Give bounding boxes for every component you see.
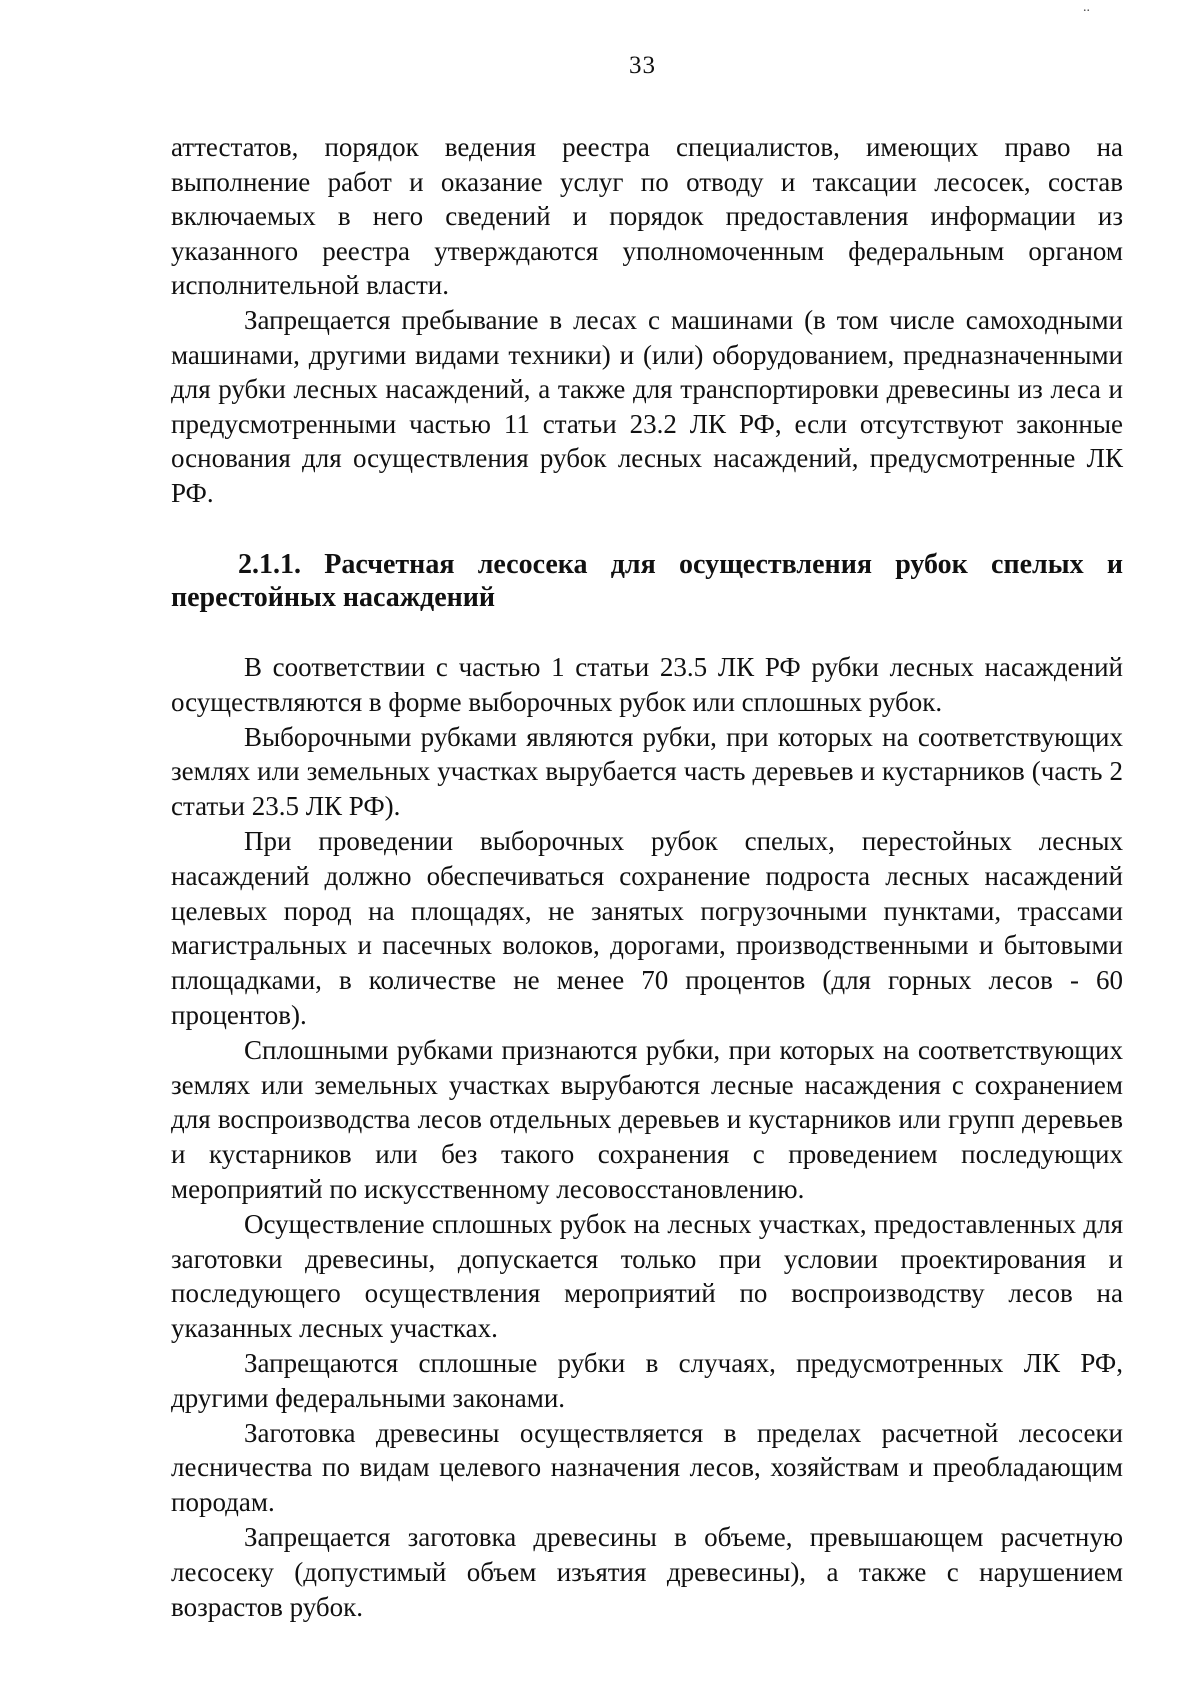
section-heading: 2.1.1. Расчетная лесосека для осуществления рубок спелых и перестойных насаждений: [171, 549, 1123, 613]
paragraph: В соответствии с частью 1 статьи 23.5 ЛК РФ рубки лесных насаждений осуществляются в форме выборочных рубок или сплошных рубок.: [171, 652, 1123, 717]
upper-text-block: [171, 130, 1123, 511]
page-number: 33: [629, 52, 656, 79]
paragraph: Осуществление сплошных рубок на лесных участках, предоставленных для заготовки древесины, допускается только при условии проектирования и последующего осуществления мероприятий по воспроизводству лесов на указанных лесных участках.: [171, 1208, 1123, 1344]
paragraph: Сплошными рубками признаются рубки, при которых на соответствующих землях или земельных участках вырубаются лесные насаждения с сохранением для воспроизводства лесов отдельных деревьев и кустарников или групп деревьев и кустарников или без такого сохранения с проведением последующих мероприятий по искусственному лесовосстановлению.: [171, 1034, 1123, 1204]
paragraph: Заготовка древесины осуществляется в пределах расчетной лесосеки лесничества по видам целевого назначения лесов, хозяйствам и преобладающим породам.: [171, 1417, 1123, 1518]
paragraph: При проведении выборочных рубок спелых, перестойных лесных насаждений должно обеспечиваться сохранение подроста лесных насаждений целевых пород на площадях, не занятых погрузочными пунктами, трассами магистральных и пасечных волоков, дорогами, производственными и бытовыми площадками, в количестве не менее 70 процентов (для горных лесов - 60 процентов).: [171, 825, 1123, 1030]
paragraph: Выборочными рубками являются рубки, при которых на соответствующих землях или земельных участках вырубается часть деревьев и кустарников (часть 2 статьи 23.5 ЛК РФ).: [171, 721, 1123, 822]
paragraph: Запрещается пребывание в лесах с машинами (в том числе самоходными машинами, другими видами техники) и (или) оборудованием, предназначенными для рубки лесных насаждений, а также для транспортировки древесины из леса и предусмотренными частью 11 статьи 23.2 ЛК РФ, если отсутствуют законные основания для осуществления рубок лесных насаждений, предусмотренные ЛК РФ.: [171, 304, 1123, 508]
paragraph: Запрещаются сплошные рубки в случаях, предусмотренных ЛК РФ, другими федеральными законами.: [171, 1347, 1123, 1413]
paragraph-continuation: аттестатов, порядок ведения реестра специалистов, имеющих право на выполнение работ и оказание услуг по отводу и таксации лесосек, состав включаемых в него сведений и порядок предоставления информации из указанного реестра утверждаются уполномоченным федеральным органом исполнительной власти.: [171, 132, 1123, 301]
scan-mark: ..: [1083, 0, 1090, 15]
paragraph: Запрещается заготовка древесины в объеме, превышающем расчетную лесосеку (допустимый объем изъятия древесины), а также с нарушением возрастов рубок.: [171, 1521, 1123, 1622]
lower-text-block: [171, 650, 1123, 1624]
